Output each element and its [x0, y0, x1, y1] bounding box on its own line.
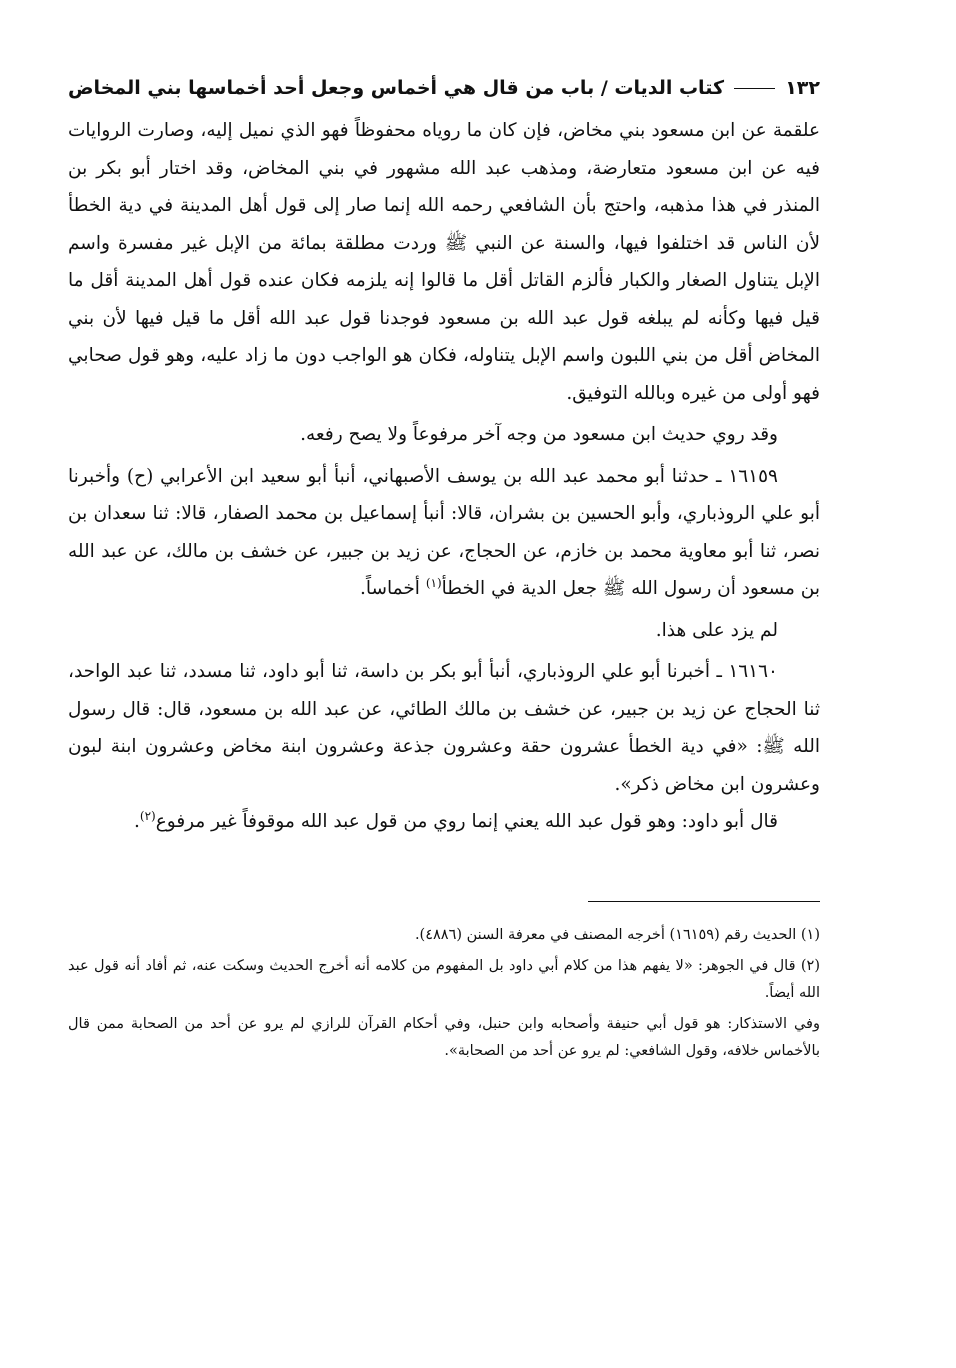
hadith-16159-ending: أخماساً. — [360, 578, 426, 599]
footnote-ref-1[interactable]: (١) — [425, 575, 442, 590]
abu-dawud-text: قال أبو داود: وهو قول عبد الله يعني إنما روي من قول عبد الله موقوفاً غير مرفوع — [155, 811, 778, 832]
hadith-16159-text: ١٦١٥٩ ـ حدثنا أبو محمد عبد الله بن يوسف الأصبهاني، أنبأ أبو سعيد ابن الأعرابي (ح) وأخبرنا أبو علي الروذباري، وأبو الحسين بن بشران، قالا: أنبأ إسماعيل بن محمد الصفار، قالا: ثنا سعدان بن نصر، ثنا أبو معاوية محمد بن خازم، عن الحجاج، عن زيد بن جبير، عن خشف بن مالك، عن عبد الله بن مسعود أن رسول الله ﷺ جعل الدية في الخطأ — [68, 465, 820, 599]
running-header — [68, 70, 820, 106]
paragraph-hadith-16160: ١٦١٦٠ ـ أخبرنا أبو علي الروذباري، أنبأ أبو بكر بن داسة، ثنا أبو داود، ثنا مسدد، ثنا عبد الواحد، ثنا الحجاج عن زيد بن جبير، عن خشف بن مالك الطائي، عن عبد الله بن مسعود، قال: قال رسول الله ﷺ: «في دية الخطأ عشرون حقة وعشرون جذعة وعشرون ابنة مخاض وعشرون ابنة لبون وعشرون ابن مخاض ذكر». — [68, 661, 820, 795]
paragraph-abu-dawud — [68, 803, 820, 841]
footnote-2: (٢) قال في الجوهر: «لا يفهم هذا من كلام أبي داود بل المفهوم من كلامه أنه أخرج الحديث وسكت عنه، ثم أفاد أنه قول عبد الله أيضاً. — [68, 957, 820, 1001]
header-rule — [734, 88, 775, 89]
footnote-2-continuation: وفي الاستذكار: هو قول أبي حنيفة وأصحابه وابن حنبل، وفي أحكام القرآن للرازي لم يرو عن أحد من الصحابة ممن قال بالأخماس خلافه، وقول الشافعي: لم يرو عن أحد من الصحابة». — [68, 1015, 820, 1059]
footnote-ref-2[interactable]: (٢) — [139, 808, 156, 823]
page-number: ١٣٢ — [785, 77, 820, 99]
footnote-1: (١) الحديث رقم (١٦١٥٩) أخرجه المصنف في معرفة السنن (٤٨٨٦). — [414, 926, 820, 943]
book-page — [68, 70, 820, 1330]
paragraph-discussion: علقمة عن ابن مسعود بني مخاض، فإن كان ما روياه محفوظاً فهو الذي نميل إليه، وصارت الروايات فيه عن ابن مسعود متعارضة، ومذهب عبد الله مشهور في بني المخاض، وقد اختار أبو بكر بن المنذر في هذا مذهبه، واحتج بأن الشافعي رحمه الله إنما صار إلى قول أهل المدينة في دية الخطأ لأن الناس قد اختلفوا فيها، والسنة عن النبي ﷺ وردت مطلقة بمائة من الإبل غير مفسرة واسم الإبل يتناول الصغار والكبار فألزم القاتل أقل ما قالوا إنه يلزمه فكان عنده قول أهل المدينة أقل ما قيل فيها وكأنه لم يبلغه قول عبد الله بن مسعود فوجدنا قول عبد الله أقل ما قيل فيها لأن بني المخاض أقل من بني اللبون واسم الإبل يتناوله، فكان هو الواجب دون ما زاد عليه، وهو قول صحابي فهو أولى من غيره وبالله التوفيق. — [68, 120, 820, 404]
footnote-divider — [588, 901, 820, 902]
chapter-title: كتاب الديات / باب من قال هي أخماس وجعل أحد أخماسها بني المخاض — [68, 77, 725, 99]
paragraph-hadith-16159 — [68, 458, 820, 608]
footnotes — [68, 922, 820, 1065]
main-text — [68, 112, 820, 841]
paragraph-comment: لم يزد على هذا. — [655, 619, 778, 641]
abu-dawud-ending: . — [134, 811, 140, 832]
paragraph-narration-note: وقد روي حديث ابن مسعود من وجه آخر مرفوعاً ولا يصح رفعه. — [300, 424, 778, 445]
